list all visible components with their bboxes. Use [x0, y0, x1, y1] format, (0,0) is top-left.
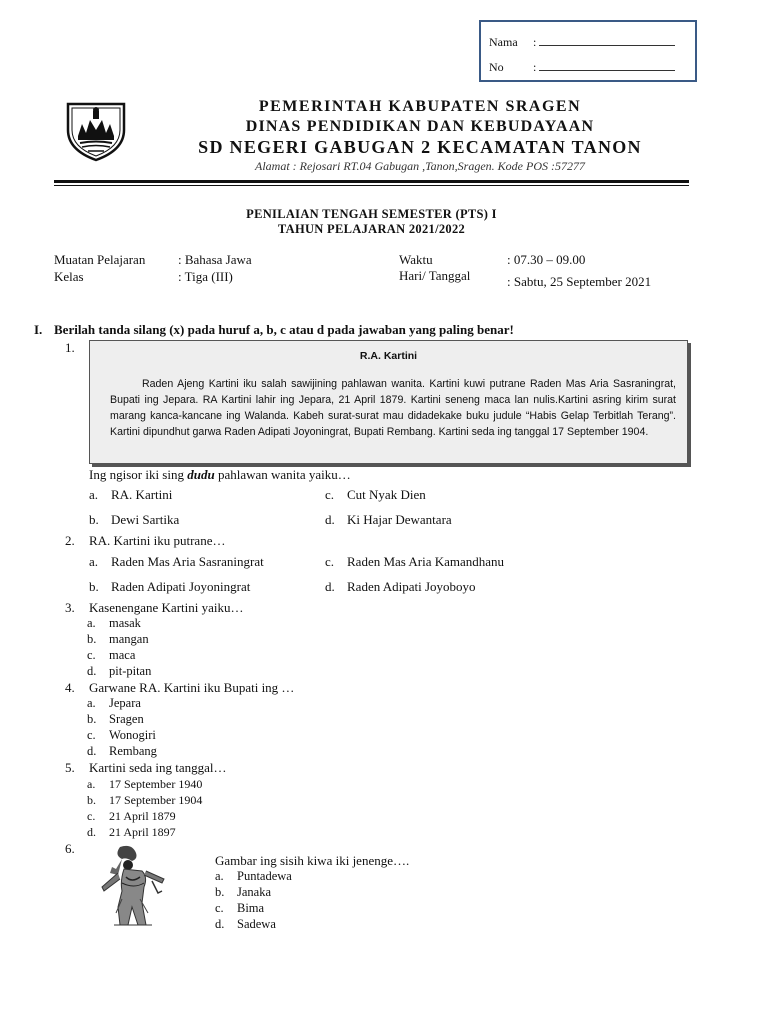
header-address: Alamat : Rejosari RT.04 Gabugan ,Tanon,Sragen. Kode POS :57277 — [255, 159, 585, 173]
number-row — [489, 60, 675, 75]
reading-title: R.A. Kartini — [359, 350, 418, 362]
option-text: Sragen — [109, 712, 144, 726]
option-text: 21 April 1879 — [109, 809, 176, 823]
class-label: Kelas — [54, 269, 84, 284]
option-text: masak — [109, 616, 141, 630]
option-letter: c. — [87, 809, 96, 823]
question-1-text-start: Ing ngisor iki sing — [89, 467, 188, 482]
q3-option-c[interactable] — [87, 648, 135, 663]
option-text: Raden Mas Aria Sasraningrat — [111, 554, 264, 569]
question-5 — [65, 760, 227, 776]
q4-option-c[interactable] — [87, 728, 156, 743]
section-number: I. — [34, 322, 43, 337]
question-6-number: 6. — [65, 841, 75, 856]
option-text: Rembang — [109, 744, 157, 758]
question-5-number: 5. — [65, 760, 75, 775]
name-label: Nama — [489, 35, 518, 49]
option-letter: a. — [87, 777, 96, 791]
header-government: PEMERINTAH KABUPATEN SRAGEN — [258, 98, 582, 115]
q2-option-c[interactable] — [325, 554, 504, 570]
number-separator: : — [533, 60, 537, 74]
option-text: Bima — [237, 901, 265, 915]
option-text: maca — [109, 648, 136, 662]
wayang-puppet-image — [92, 843, 174, 929]
option-text: 17 September 1940 — [109, 777, 203, 791]
option-text: Raden Mas Aria Kamandhanu — [347, 554, 505, 569]
question-3-text: Kasenengane Kartini yaiku… — [89, 600, 244, 615]
time-value: : 07.30 – 09.00 — [507, 252, 586, 267]
option-letter: d. — [87, 825, 96, 839]
class-value: : Tiga (III) — [178, 269, 233, 284]
reading-text: Raden Ajeng Kartini iku salah sawijining pahlawan wanita. Kartini kuwi putrane Raden Mas Aria Sasraningrat, Bupati ing Jepara. RA Kartini lahir ing Jepara, 21 April 1879. Kartini seneng maca lan nulis.Kartini asring kirim surat marang kanca-kancane ing Walanda. Kabeh surat-surat mau didadekake buku judule “Habis Gelap Terbitlah Terang”. Kartini dipundhut garwa Raden Adipati Joyoningrat, Bupati Rembang. Kartini seda ing tanggal 17 September 1904. — [110, 378, 676, 438]
option-text: Raden Adipati Joyoboyo — [347, 579, 476, 594]
question-2-text: RA. Kartini iku putrane… — [89, 533, 226, 548]
question-6-text: Gambar ing sisih kiwa iki jenenge…. — [215, 853, 410, 868]
sragen-crest-logo — [64, 100, 128, 162]
option-letter: b. — [87, 793, 96, 807]
question-4 — [65, 680, 294, 696]
option-letter: c. — [87, 648, 96, 662]
number-label: No — [489, 60, 504, 74]
question-1-text — [89, 467, 351, 483]
option-letter: d. — [87, 664, 97, 678]
q2-option-d[interactable] — [325, 579, 476, 595]
q5-option-a[interactable] — [87, 777, 202, 792]
q3-option-a[interactable] — [87, 616, 141, 631]
subject-value: : Bahasa Jawa — [178, 252, 252, 267]
q3-option-b[interactable] — [87, 632, 149, 647]
option-text: 17 September 1904 — [109, 793, 203, 807]
number-field[interactable] — [539, 60, 675, 71]
date-label: Hari/ Tanggal — [399, 268, 471, 283]
option-text: Wonogiri — [109, 728, 156, 742]
q5-option-b[interactable] — [87, 793, 202, 808]
option-text: Puntadewa — [237, 869, 292, 883]
question-2-number: 2. — [65, 533, 75, 548]
section-instruction — [34, 322, 514, 338]
option-text: Ki Hajar Dewantara — [347, 512, 452, 527]
exam-title: PENILAIAN TENGAH SEMESTER (PTS) I — [246, 207, 497, 221]
header-department: DINAS PENDIDIKAN DAN KEBUDAYAAN — [245, 118, 595, 135]
q2-option-a[interactable] — [89, 554, 264, 570]
question-2 — [65, 533, 225, 549]
q6-option-a[interactable] — [215, 869, 292, 884]
option-text: RA. Kartini — [111, 487, 173, 502]
option-letter: d. — [87, 744, 97, 758]
section-text: Berilah tanda silang (x) pada huruf a, b, c atau d pada jawaban yang paling benar! — [54, 322, 514, 337]
question-4-number: 4. — [65, 680, 75, 695]
header-divider-thick — [54, 180, 689, 183]
option-text: Cut Nyak Dien — [347, 487, 426, 502]
question-3 — [65, 600, 244, 616]
question-1-emphasis: dudu — [187, 467, 215, 482]
option-letter: a. — [87, 616, 96, 630]
header-school-name: SD NEGERI GABUGAN 2 KECAMATAN TANON — [198, 137, 642, 157]
q1-option-c[interactable] — [325, 487, 426, 503]
option-letter: b. — [89, 579, 99, 594]
option-letter: a. — [89, 554, 99, 569]
option-letter: c. — [325, 554, 335, 569]
option-letter: d. — [325, 512, 335, 527]
name-separator: : — [533, 35, 537, 49]
option-letter: b. — [89, 512, 99, 527]
question-1-number: 1. — [65, 340, 75, 355]
option-letter: b. — [87, 712, 97, 726]
option-letter: c. — [325, 487, 335, 502]
option-letter: d. — [325, 579, 335, 594]
question-4-text: Garwane RA. Kartini iku Bupati ing … — [89, 680, 295, 695]
q1-option-a[interactable] — [89, 487, 172, 503]
option-text: Sadewa — [237, 917, 276, 931]
q6-option-d[interactable] — [215, 917, 276, 932]
option-letter: b. — [215, 885, 225, 899]
q4-option-a[interactable] — [87, 696, 141, 711]
q1-option-d[interactable] — [325, 512, 452, 528]
student-id-box — [479, 20, 697, 82]
date-value: : Sabtu, 25 September 2021 — [507, 274, 652, 289]
name-field[interactable] — [539, 35, 675, 46]
q4-option-d[interactable] — [87, 744, 157, 759]
q5-option-c[interactable] — [87, 809, 176, 824]
option-text: Dewi Sartika — [111, 512, 180, 527]
option-letter: a. — [87, 696, 96, 710]
reading-passage-box — [89, 340, 688, 464]
option-letter: a. — [89, 487, 99, 502]
exam-year: TAHUN PELAJARAN 2021/2022 — [277, 222, 466, 236]
time-label: Waktu — [399, 252, 433, 267]
option-text: Janaka — [237, 885, 272, 899]
header-divider-thin — [54, 185, 689, 186]
option-letter: b. — [87, 632, 97, 646]
q6-option-c[interactable] — [215, 901, 264, 916]
option-letter: c. — [215, 901, 224, 915]
q3-option-d[interactable] — [87, 664, 151, 679]
q5-option-d[interactable] — [87, 825, 176, 840]
option-text: 21 April 1897 — [109, 825, 176, 839]
question-3-number: 3. — [65, 600, 75, 615]
name-row — [489, 35, 675, 50]
option-text: Jepara — [109, 696, 141, 710]
subject-label: Muatan Pelajaran — [54, 252, 146, 267]
question-1-text-end: pahlawan wanita yaiku… — [214, 467, 351, 482]
q4-option-b[interactable] — [87, 712, 144, 727]
q1-option-b[interactable] — [89, 512, 179, 528]
question-5-text: Kartini seda ing tanggal… — [89, 760, 227, 775]
option-letter: c. — [87, 728, 96, 742]
option-text: pit-pitan — [109, 664, 152, 678]
q6-option-b[interactable] — [215, 885, 271, 900]
option-letter: a. — [215, 869, 224, 883]
option-letter: d. — [215, 917, 225, 931]
option-text: mangan — [109, 632, 149, 646]
option-text: Raden Adipati Joyoningrat — [111, 579, 251, 594]
q2-option-b[interactable] — [89, 579, 250, 595]
